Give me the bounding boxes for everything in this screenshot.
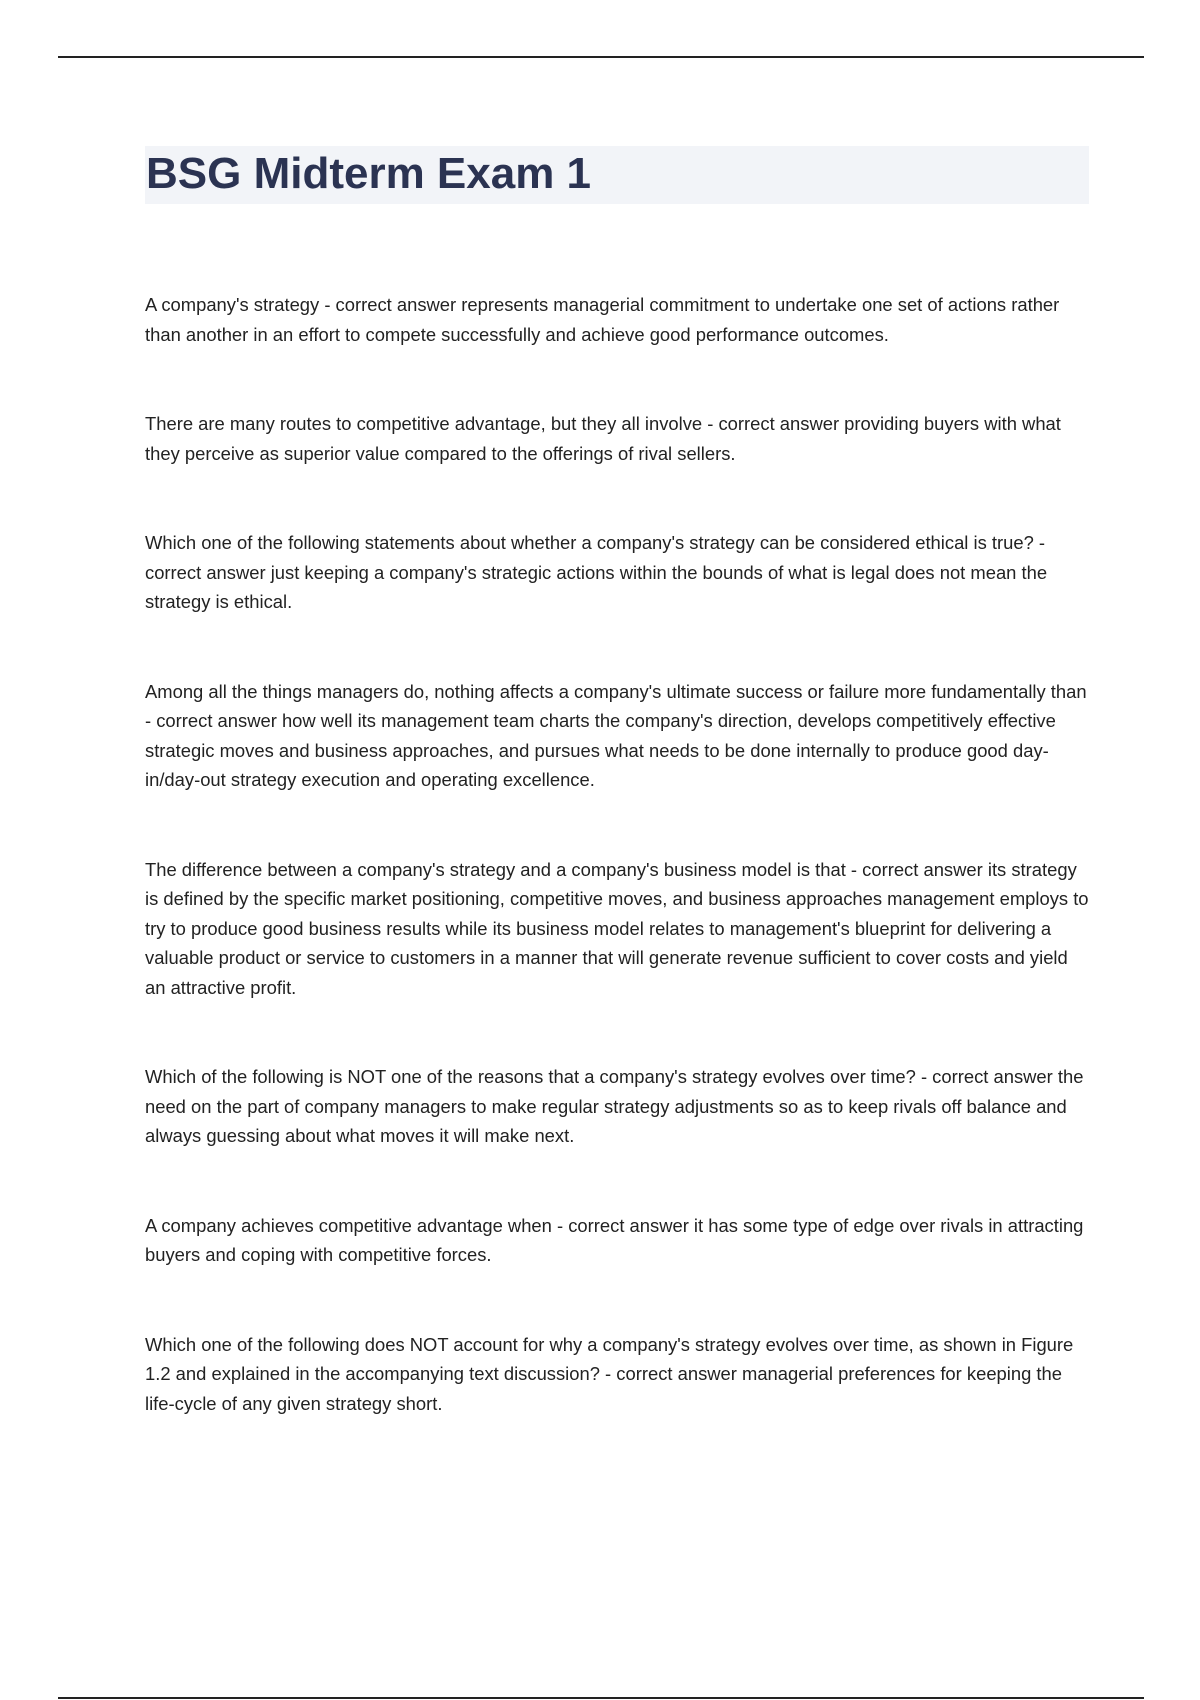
question-item: Which one of the following statements about whether a company's strategy can be considered ethical is true? - correct answer just keeping a company's strategic actions within the bounds of what is legal does not mean the strategy is ethical.	[145, 532, 1048, 612]
question-item: Which of the following is NOT one of the reasons that a company's strategy evolves over time? - correct answer the need on the part of company managers to make regular strategy adjustments so as to keep rivals off balance and always guessing about what moves it will make next.	[145, 1066, 1084, 1146]
question-item: A company achieves competitive advantage when - correct answer it has some type of edge over rivals in attracting buyers and coping with competitive forces.	[145, 1214, 1084, 1265]
question-list	[145, 290, 1089, 1478]
question-item: Which one of the following does NOT account for why a company's strategy evolves over time, as shown in Figure 1.2 and explained in the accompanying text discussion? - correct answer managerial preferences for keeping the life-cycle of any given strategy short.	[145, 1333, 1074, 1414]
question-item: The difference between a company's strategy and a company's business model is that - correct answer its strategy is defined by the specific market positioning, competitive moves, and business approaches management employs to try to produce good business results while its business model relates to management's blueprint for delivering a valuable product or service to customers in a manner that will generate revenue sufficient to cover costs and yield an attractive profit.	[145, 858, 1089, 998]
page-title: BSG Midterm Exam 1	[146, 149, 592, 198]
question-item: Among all the things managers do, nothing affects a company's ultimate success or failure more fundamentally than - correct answer how well its management team charts the company's direction, develops competitively effective strategic moves and business approaches, and pursues what needs to be done internally to produce good day-in/day-out strategy execution and operating excellence.	[145, 680, 1087, 790]
bottom-rule	[58, 1697, 1144, 1699]
question-item: A company's strategy - correct answer represents managerial commitment to undertake one set of actions rather than another in an effort to compete successfully and achieve good performance outcomes.	[145, 294, 1060, 345]
question-item: There are many routes to competitive advantage, but they all involve - correct answer providing buyers with what they perceive as superior value compared to the offerings of rival sellers.	[145, 413, 1061, 464]
top-rule	[58, 56, 1144, 58]
